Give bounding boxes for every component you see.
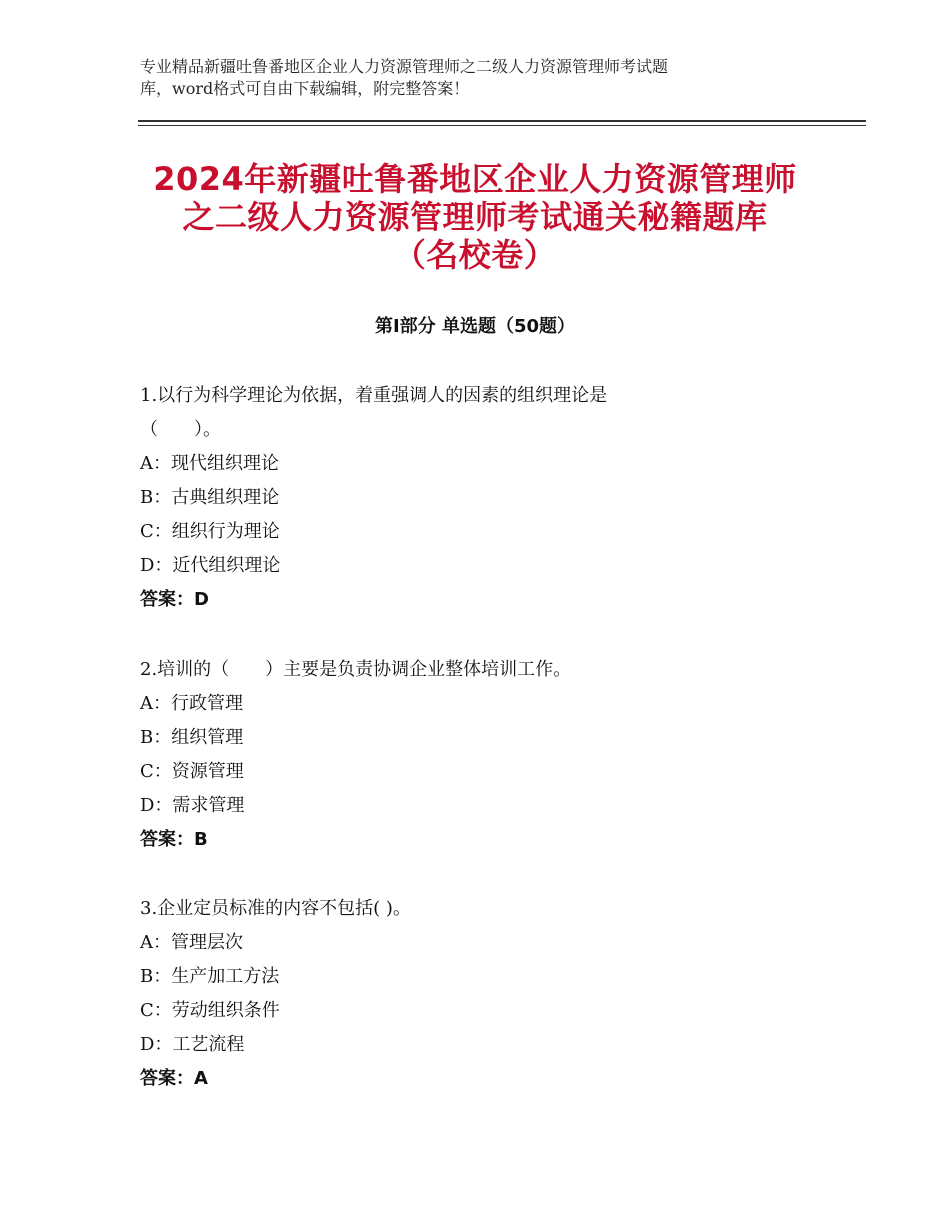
answer: 答案：A (140, 1068, 208, 1089)
answer: 答案：B (140, 829, 208, 850)
option-d: D：需求管理 (140, 795, 245, 816)
option-b: B：古典组织理论 (140, 487, 280, 508)
option-c: C：资源管理 (140, 761, 244, 782)
question-3 (140, 892, 840, 1096)
document-title (80, 160, 870, 274)
question-stem: 3.企业定员标准的内容不包括( )。 (140, 898, 411, 919)
header-note-line-1: 专业精品新疆吐鲁番地区企业人力资源管理师之二级人力资源管理师考试题 (140, 57, 669, 76)
header-divider-thin (138, 125, 866, 126)
header-note-line-2: 库，word格式可自由下载编辑，附完整答案！ (140, 79, 470, 98)
section-title: 第Ⅰ部分 单选题（50题） (374, 316, 575, 337)
question-stem-continued: （ ）。 (140, 419, 221, 440)
title-line-1: 2024年新疆吐鲁番地区企业人力资源管理师 (153, 160, 797, 198)
option-d: D：近代组织理论 (140, 555, 281, 576)
title-line-3: （名校卷） (393, 236, 557, 274)
question-2 (140, 653, 840, 857)
option-b: B：组织管理 (140, 727, 244, 748)
option-b: B：生产加工方法 (140, 966, 280, 987)
option-c: C：组织行为理论 (140, 521, 280, 542)
option-a: A：行政管理 (140, 693, 243, 714)
answer: 答案：D (140, 589, 209, 610)
header-divider-thick (138, 120, 866, 122)
option-a: A：现代组织理论 (140, 453, 279, 474)
option-a: A：管理层次 (140, 932, 243, 953)
question-stem: 1.以行为科学理论为依据，着重强调人的因素的组织理论是 (140, 385, 608, 406)
question-stem: 2.培训的（ ）主要是负责协调企业整体培训工作。 (140, 659, 572, 680)
question-1 (140, 379, 840, 617)
option-d: D：工艺流程 (140, 1034, 245, 1055)
header-note (140, 56, 820, 100)
option-c: C：劳动组织条件 (140, 1000, 280, 1021)
title-line-2: 之二级人力资源管理师考试通关秘籍题库 (182, 198, 768, 236)
